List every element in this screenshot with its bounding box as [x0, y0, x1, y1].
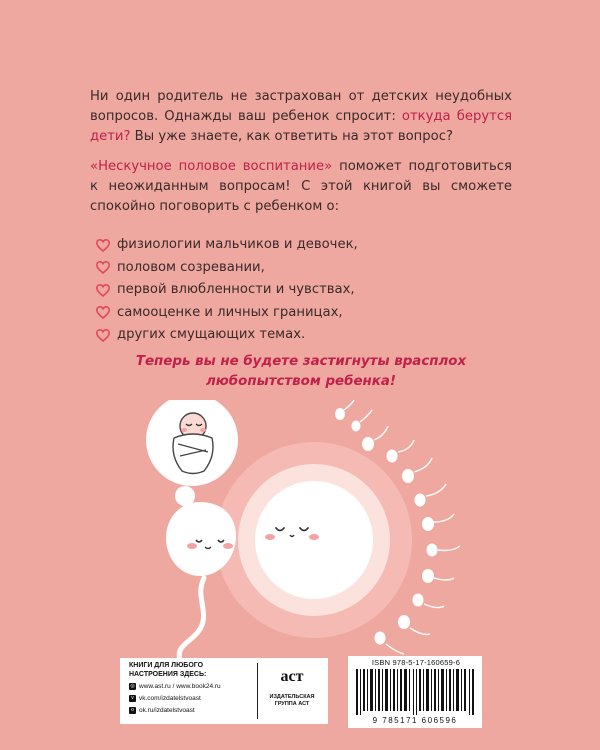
topic-label: половом созревании, — [117, 259, 265, 275]
heart-bullet-icon — [96, 329, 110, 342]
publisher-mark: аст — [280, 668, 304, 685]
list-item — [96, 279, 358, 302]
barcode-number: 9 785171 606596 — [372, 716, 458, 725]
barcode-icon — [356, 669, 474, 715]
list-item — [96, 257, 358, 280]
publisher-logo — [266, 668, 318, 708]
topic-label: других смущающих темах. — [117, 327, 306, 342]
book-title: «Нескучное половое воспитание» — [90, 159, 333, 174]
vk-label: vk.com/izdatelstvoast — [139, 695, 201, 702]
list-item — [96, 302, 358, 325]
topic-label: самооценке и личных границах, — [117, 304, 343, 320]
publisher-name: ИЗДАТЕЛЬСКАЯ ГРУППА АСТ — [269, 694, 315, 707]
isbn-label: ISBN 978-5-17-160659-6 — [371, 658, 461, 667]
topic-label: физиологии мальчиков и девочек, — [117, 237, 358, 252]
ok-icon: o — [129, 707, 136, 714]
barcode-box — [348, 656, 482, 728]
book-text: поможет подготовиться к неожиданным вопросам! С этой книгой вы сможете спокойно поговорить с ребенком о: — [90, 159, 512, 214]
heart-bullet-icon — [96, 306, 110, 319]
ok-link[interactable] — [129, 707, 195, 714]
heart-bullet-icon — [96, 239, 110, 252]
intro-pre: Ни один родитель не застрахован от детских неудобных вопросов. Однажды ваш ребенок спросит: — [90, 89, 512, 124]
publisher-info-box — [120, 658, 328, 724]
info-title: КНИГИ ДЛЯ ЛЮБОГО НАСТРОЕНИЯ ЗДЕСЬ: — [129, 662, 207, 678]
website-link[interactable] — [129, 683, 221, 690]
topics-list — [96, 234, 358, 347]
list-item — [96, 324, 358, 347]
ok-label: ok.ru/izdatelstvoast — [139, 707, 195, 714]
egg-cell-icon — [216, 442, 412, 638]
illustration — [0, 400, 600, 658]
vk-link[interactable] — [129, 695, 201, 702]
heart-bullet-icon — [96, 284, 110, 297]
vk-icon: v — [129, 695, 136, 702]
intro-paragraph — [90, 87, 512, 147]
intro-post: Вы уже знаете, как ответить на этот вопрос? — [130, 129, 453, 144]
list-item — [96, 234, 358, 257]
globe-icon: ◎ — [130, 683, 135, 689]
intro-highlight: откуда берутся дети? — [90, 109, 513, 144]
book-paragraph — [90, 157, 512, 217]
divider — [257, 663, 258, 719]
website-label: www.ast.ru / www.book24.ru — [139, 683, 221, 690]
topic-label: первой влюбленности и чувствах, — [117, 282, 355, 297]
closing-tagline: Теперь вы не будете застигнуты врасплох любопытством ребенка! — [135, 354, 467, 389]
heart-bullet-icon — [96, 261, 110, 274]
